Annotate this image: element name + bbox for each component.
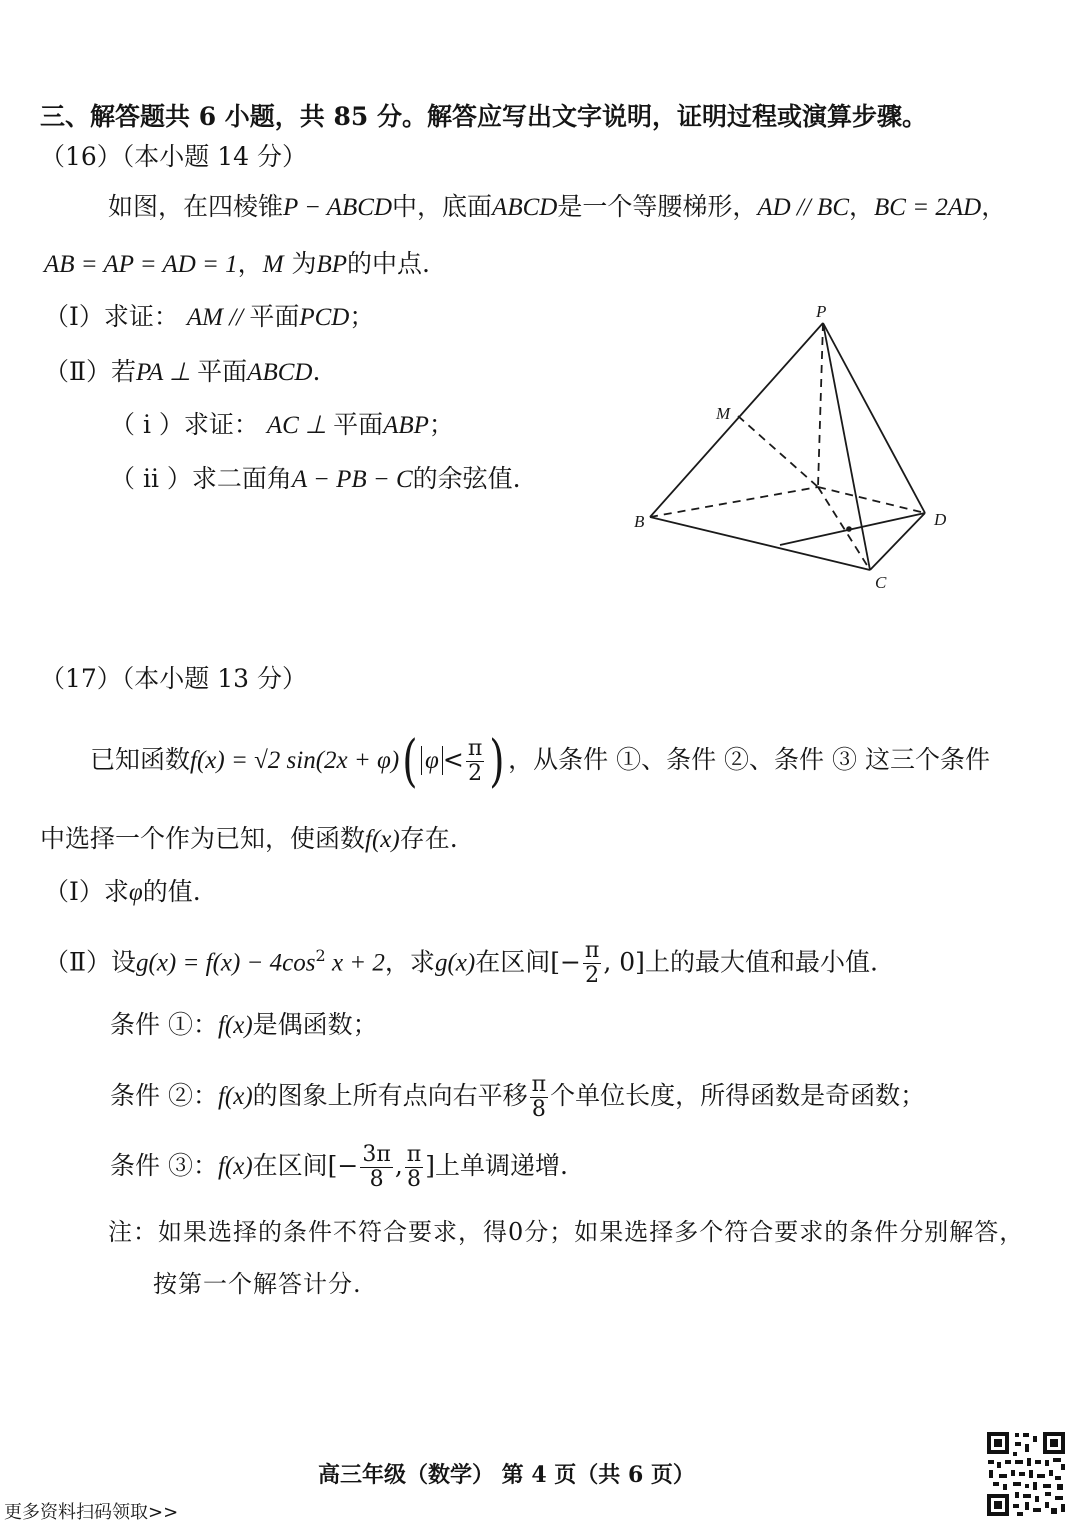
segment-to-d <box>780 513 925 545</box>
q17-part2-text: 上的最大值和最小值. <box>644 947 878 977</box>
q16-part1 <box>44 300 374 335</box>
q17-big-paren-close: ) <box>489 728 505 794</box>
q16-header: （16）（本小题 14 分） <box>40 142 308 171</box>
more-resources-link[interactable]: 更多资料扫码领取>> <box>4 1502 179 1523</box>
q17-part2-text: 在区间 <box>475 947 551 977</box>
q17-part2-interval: [− <box>550 947 581 977</box>
q16-sub-i-text: 平面 <box>333 410 384 439</box>
q16-sub-ii-expr: A − PB − C <box>291 466 413 493</box>
q16-comma: ， <box>981 192 1007 221</box>
q16-part2 <box>44 355 320 390</box>
q16-part2-expr: PA ⊥ <box>136 359 198 386</box>
frac-denominator: 8 <box>407 1167 422 1192</box>
q16-part1-end: ； <box>349 302 375 331</box>
q17-part1-label: （Ⅰ）求 <box>44 877 129 906</box>
edge-ba-hidden <box>650 487 818 517</box>
q17-cond2-text: 的图象上所有点向右平移 <box>252 1081 528 1110</box>
section-heading: 三、解答题共 6 小题，共 85 分。解答应写出文字说明，证明过程或演算步骤。 <box>40 102 928 131</box>
q16-part2-text: 平面 <box>197 357 248 386</box>
q17-note-line1: 注：如果选择的条件不符合要求，得0分；如果选择多个符合要求的条件分别解答， <box>108 1218 1025 1246</box>
edge-ad-hidden <box>818 487 925 513</box>
q16-seg-bp: BP <box>316 251 348 278</box>
q17-frac-pi-2 <box>466 737 484 786</box>
q17-abs-phi <box>421 746 443 775</box>
q17-stem-line1 <box>90 728 990 793</box>
q17-part2 <box>44 930 878 989</box>
q17-part2-g: g(x) = f(x) − 4cos <box>136 949 316 977</box>
q17-part1 <box>44 875 201 910</box>
q16-stem-text: 的中点. <box>347 249 430 278</box>
q17-cond1-label: 条件 ①： <box>110 1010 218 1039</box>
label-d: D <box>934 510 947 529</box>
q17-cond2-text: 个单位长度，所得函数是奇函数； <box>550 1081 926 1110</box>
q17-header: （17）（本小题 13 分） <box>40 664 308 693</box>
q17-cond2-label: 条件 ②： <box>110 1081 218 1110</box>
edge-pb <box>650 323 823 517</box>
q17-stem-text: 存在. <box>399 824 458 853</box>
q17-part2-interval: , 0] <box>603 947 645 977</box>
q16-sub-ii-end: 的余弦值. <box>412 464 521 493</box>
q17-cond2-fx: f(x) <box>217 1083 253 1110</box>
q17-cond3-frac2 <box>405 1143 423 1192</box>
q16-sub-i-expr: AC ⊥ <box>266 412 334 439</box>
q16-sub-i-label: （ i ）求证： <box>110 410 259 439</box>
q17-part2-text: ，求 <box>384 947 435 977</box>
q17-cond1-text: 是偶函数； <box>252 1010 378 1039</box>
q16-sub-i <box>110 408 454 443</box>
q17-part1-phi: φ <box>128 879 143 906</box>
q16-comma: ， <box>849 192 875 221</box>
edge-pa-hidden <box>818 323 823 487</box>
q16-part2-label: （Ⅱ）若 <box>44 357 136 386</box>
q17-stem-text: 中选择一个作为已知，使函数 <box>40 824 366 853</box>
q17-cond3-fx: f(x) <box>217 1153 253 1180</box>
q16-equalities: AB = AP = AD = 1 <box>44 251 238 278</box>
q17-note-line2: 按第一个解答计分. <box>153 1270 362 1298</box>
frac-numerator: π <box>584 938 600 964</box>
frac-denominator: 8 <box>369 1167 384 1192</box>
q17-less-than: < <box>442 745 464 774</box>
edge-dc <box>870 513 925 570</box>
q17-cond3-text: 上单调递增. <box>435 1151 568 1180</box>
q17-cond3-label: 条件 ③： <box>110 1151 218 1180</box>
edge-pd <box>823 323 925 513</box>
q17-cond3-interval: ] <box>425 1151 436 1180</box>
edge-pc <box>823 323 870 570</box>
frac-numerator: π <box>406 1142 422 1167</box>
q17-part2-frac <box>583 939 601 988</box>
q17-part2-square: 2 <box>315 946 326 965</box>
edge-bc <box>650 517 870 570</box>
q16-point-m: M <box>262 251 284 278</box>
q16-part1-text: 平面 <box>249 302 300 331</box>
label-c: C <box>875 573 887 592</box>
q17-fx: f(x) <box>365 826 400 853</box>
page-footer: 高三年级（数学） 第 4 页（共 6 页） <box>318 1462 695 1488</box>
q16-parallel: AD // BC <box>757 194 850 221</box>
q17-cond2 <box>110 1070 925 1123</box>
q16-pyramid: P − ABCD <box>283 194 393 221</box>
q16-comma: ， <box>237 249 263 278</box>
q16-stem-text: 为 <box>291 249 317 278</box>
q17-stem-text: 已知函数 <box>90 745 191 774</box>
q16-stem-text: 中，底面 <box>392 192 493 221</box>
pyramid-diagram <box>620 295 960 595</box>
q17-part1-end: 的值. <box>142 877 201 906</box>
qr-code-icon[interactable] <box>985 1430 1067 1518</box>
q16-part1-plane: PCD <box>299 304 350 331</box>
q17-part2-g2: x + 2 <box>325 949 385 977</box>
q17-cond1-fx: f(x) <box>217 1012 253 1039</box>
label-m: M <box>716 404 731 423</box>
q16-part2-end: . <box>312 357 321 386</box>
q16-part2-plane: ABCD <box>247 359 313 386</box>
q16-stem-line2 <box>44 247 430 282</box>
q16-sub-ii-label: （ ii ）求二面角 <box>110 464 292 493</box>
q16-part1-expr: AM // <box>186 304 250 331</box>
q17-cond2-frac <box>530 1073 548 1122</box>
segment-am-hidden <box>738 416 818 487</box>
q16-sub-i-plane: ABP <box>383 412 429 439</box>
q17-cond1 <box>110 1008 378 1043</box>
q17-cond3 <box>110 1140 568 1193</box>
q16-stem-text: 是一个等腰梯形， <box>557 192 758 221</box>
intersection-point <box>846 526 852 532</box>
q16-sub-ii <box>110 462 521 497</box>
q16-part1-label: （Ⅰ）求证： <box>44 302 179 331</box>
q17-function: f(x) = √2 sin(2x + φ) <box>190 747 400 774</box>
frac-denominator: 8 <box>531 1097 546 1122</box>
q16-stem-line1 <box>108 190 1006 225</box>
q16-base: ABCD <box>492 194 558 221</box>
q17-cond3-frac1 <box>360 1143 392 1192</box>
q17-part2-label: （Ⅱ）设 <box>44 947 136 977</box>
q17-cond3-comma: , <box>394 1151 403 1180</box>
q17-cond3-text: 在区间 <box>252 1151 328 1180</box>
q17-part2-gx: g(x) <box>434 949 476 977</box>
frac-denominator: 2 <box>468 761 483 786</box>
label-p: P <box>816 302 827 321</box>
q17-big-paren-open: ( <box>402 728 418 794</box>
q17-stem-line2 <box>40 822 458 857</box>
q17-cond3-interval: [− <box>327 1151 359 1180</box>
label-b: B <box>634 512 645 531</box>
frac-numerator: π <box>467 736 483 761</box>
q17-phi: φ <box>425 747 439 774</box>
q16-bc: BC = 2AD <box>874 194 982 221</box>
frac-denominator: 2 <box>585 963 600 989</box>
q16-sub-i-end: ； <box>428 410 454 439</box>
q16-stem-text: 如图，在四棱锥 <box>108 192 284 221</box>
frac-numerator: π <box>531 1072 547 1097</box>
q17-stem-text: ，从条件 ①、条件 ②、条件 ③ 这三个条件 <box>508 745 990 774</box>
frac-numerator: 3π <box>362 1142 391 1167</box>
